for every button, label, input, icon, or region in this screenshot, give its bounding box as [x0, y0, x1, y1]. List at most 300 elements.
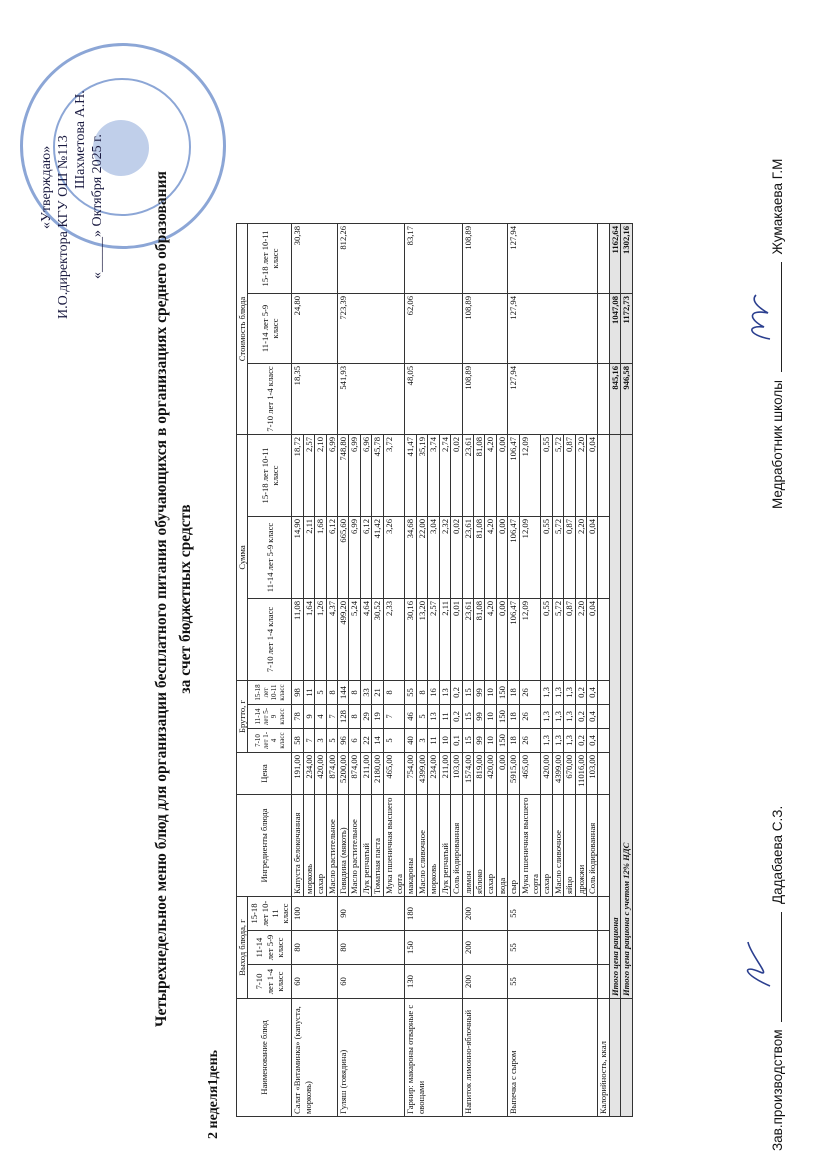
sum-cell: 11,08 [292, 599, 303, 681]
gross-cell: 0,4 [586, 705, 597, 729]
gross-cell: 1,3 [552, 705, 563, 729]
sum-cell: 23,61 [462, 599, 473, 681]
gross-cell: 99 [473, 705, 484, 729]
sum-cell: 0,02 [451, 435, 462, 517]
total-row [621, 224, 632, 1117]
ingredient-cell: Масло сливочное [552, 795, 563, 897]
title-line-2: за счет бюджетных средств [177, 504, 194, 694]
gross-cell: 1,3 [552, 681, 563, 705]
sum-cell: 6,99 [349, 435, 360, 517]
total-value: 1172,73 [621, 294, 632, 364]
sum-cell: 3,04 [428, 517, 439, 599]
gross-cell: 128 [338, 705, 349, 729]
dish-name-cell: Гуляш (говядина) [338, 999, 405, 1117]
ingredient-cell: Капуста белокочанная [292, 795, 303, 897]
total-label: Итого цена рациона [609, 435, 620, 999]
price-cell: 103,00 [451, 753, 462, 795]
ingredient-cell: Масло растительное [326, 795, 337, 897]
gross-cell: 0,2 [575, 681, 586, 705]
medic-signature-scribble [742, 289, 778, 349]
gross-cell: 99 [473, 729, 484, 753]
sum-cell: 3,74 [428, 435, 439, 517]
dish-cost-cell: 127,94 [508, 364, 598, 435]
gross-cell: 29 [360, 705, 371, 729]
ingredient-cell: морковь [428, 795, 439, 897]
sum-cell: 12,09 [519, 517, 541, 599]
sum-cell: 106,47 [508, 517, 519, 599]
dish-cost-cell: 108,89 [462, 364, 508, 435]
price-cell: 754,00 [405, 753, 416, 795]
empty-cell [598, 599, 609, 681]
dish-yield-cell: 150 [405, 931, 462, 965]
gross-cell: 0,2 [451, 681, 462, 705]
dish-name-cell: Напиток лимонно-яблочный [462, 999, 508, 1117]
total-label: Итого цена рациона с учетом 12% НДС [621, 435, 632, 999]
gross-cell: 14 [372, 729, 383, 753]
title-line-1: Четырехнедельное меню блюд для организации бесплатного питания обучающихся в организациях среднего образования [153, 171, 170, 1027]
sum-cell: 106,47 [508, 435, 519, 517]
ingredient-cell: яблоко [473, 795, 484, 897]
gross-cell: 99 [473, 681, 484, 705]
calories-label: Калорийность, ккал [598, 999, 609, 1117]
header-sum: Сумма [237, 435, 248, 681]
gross-cell: 150 [496, 681, 507, 705]
price-cell: 670,00 [564, 753, 575, 795]
gross-cell: 18 [508, 681, 519, 705]
dish-cost-cell: 24,80 [292, 294, 338, 364]
price-cell: 5915,00 [508, 753, 519, 795]
sum-cell: 41,47 [405, 435, 416, 517]
empty-cell [598, 364, 609, 435]
sum-cell: 2,74 [439, 435, 450, 517]
gross-cell: 0,2 [575, 729, 586, 753]
header-gross-g1: 7-10 лет 1-4 класс [248, 729, 292, 753]
dish-cost-cell: 108,89 [462, 294, 508, 364]
header-sum-g3: 15-18 лет 10-11 класс [248, 435, 292, 517]
ingredient-cell: Соль йодированная [586, 795, 597, 897]
price-cell: 874,00 [349, 753, 360, 795]
sum-cell: 748,80 [338, 435, 349, 517]
sum-cell: 499,20 [338, 599, 349, 681]
dish-cost-cell: 30,38 [292, 224, 338, 294]
empty-cell [598, 965, 609, 999]
sum-cell: 0,00 [496, 435, 507, 517]
sum-cell: 0,04 [586, 599, 597, 681]
empty-cell [598, 224, 609, 294]
table-row [338, 224, 349, 1117]
sum-cell: 106,47 [508, 599, 519, 681]
gross-cell: 150 [496, 705, 507, 729]
price-cell: 465,00 [383, 753, 405, 795]
dish-yield-cell: 55 [508, 965, 598, 999]
sum-cell: 0,04 [586, 517, 597, 599]
gross-cell: 15 [462, 681, 473, 705]
gross-cell: 144 [338, 681, 349, 705]
approval-heading: «Утверждаю» [39, 145, 54, 229]
header-sum-g1: 7-10 лет 1-4 класс [248, 599, 292, 681]
sum-cell: 2,20 [575, 517, 586, 599]
empty-cell [598, 517, 609, 599]
gross-cell: 5 [383, 729, 405, 753]
gross-cell: 1,3 [564, 681, 575, 705]
sum-cell: 0,87 [564, 435, 575, 517]
gross-cell: 1,3 [541, 705, 552, 729]
header-yield: Выход блюда, г [237, 897, 248, 999]
sum-cell: 6,12 [326, 517, 337, 599]
header-dish-name: Наименование блюд [237, 999, 292, 1117]
gross-cell: 10 [485, 705, 496, 729]
gross-cell: 6 [349, 729, 360, 753]
dish-cost-cell: 541,93 [338, 364, 405, 435]
gross-cell: 18 [508, 729, 519, 753]
medic-label: Медработник школы [770, 380, 785, 509]
price-cell: 4399,00 [552, 753, 563, 795]
ingredient-cell: яйцо [564, 795, 575, 897]
sum-cell: 23,61 [462, 517, 473, 599]
gross-cell: 10 [485, 681, 496, 705]
empty-cell [621, 999, 632, 1117]
price-cell: 234,00 [428, 753, 439, 795]
gross-cell: 21 [372, 681, 383, 705]
gross-cell: 1,3 [564, 705, 575, 729]
gross-cell: 11 [439, 705, 450, 729]
ingredient-cell: сыр [508, 795, 519, 897]
dish-cost-cell: 62,06 [405, 294, 462, 364]
dish-cost-cell: 723,39 [338, 294, 405, 364]
dish-cost-cell: 812,26 [338, 224, 405, 294]
gross-cell: 10 [485, 729, 496, 753]
price-cell: 465,00 [519, 753, 541, 795]
sum-cell: 30,16 [405, 599, 416, 681]
header-sum-g2: 11-14 лет 5-9 класс [248, 517, 292, 599]
table-row [405, 224, 416, 1117]
price-cell: 211,00 [439, 753, 450, 795]
ingredient-cell: вода [496, 795, 507, 897]
sum-cell: 5,72 [552, 517, 563, 599]
sum-cell: 0,55 [541, 435, 552, 517]
sum-cell: 22,00 [416, 517, 427, 599]
gross-cell: 8 [349, 705, 360, 729]
price-cell: 4399,00 [416, 753, 427, 795]
price-cell: 5200,00 [338, 753, 349, 795]
header-price: Цена [237, 753, 292, 795]
sum-cell: 2,57 [428, 599, 439, 681]
price-cell: 0,00 [496, 753, 507, 795]
gross-cell: 16 [428, 681, 439, 705]
gross-cell: 8 [383, 681, 405, 705]
sum-cell: 35,19 [416, 435, 427, 517]
price-cell: 11016,00 [575, 753, 586, 795]
ingredient-cell: Масло сливочное [416, 795, 427, 897]
sum-cell: 1,26 [315, 599, 326, 681]
gross-cell: 1,3 [541, 729, 552, 753]
dish-yield-cell: 200 [462, 897, 508, 931]
gross-cell: 96 [338, 729, 349, 753]
sum-cell: 4,20 [485, 517, 496, 599]
gross-cell: 3 [416, 729, 427, 753]
sum-cell: 6,99 [349, 517, 360, 599]
empty-cell [598, 705, 609, 729]
gross-cell: 11 [428, 729, 439, 753]
gross-cell: 9 [303, 705, 314, 729]
dish-name-cell: Выпечка с сыром [508, 999, 598, 1117]
gross-cell: 0,1 [451, 729, 462, 753]
gross-cell: 0,4 [586, 729, 597, 753]
header-gross: Брутто, г [237, 681, 248, 753]
sum-cell: 665,60 [338, 517, 349, 599]
dish-name-cell: Салат «Витаминка» (капуста, морковь) [292, 999, 338, 1117]
gross-cell: 4 [315, 705, 326, 729]
sum-cell: 14,90 [292, 517, 303, 599]
sum-cell: 34,68 [405, 517, 416, 599]
header-gross-g3: 15-18 лет 10-11 класс [248, 681, 292, 705]
dish-yield-cell: 130 [405, 965, 462, 999]
sum-cell: 0,01 [451, 599, 462, 681]
ingredient-cell: Мука пшеничная высшего сорта [519, 795, 541, 897]
sum-cell: 4,20 [485, 599, 496, 681]
empty-cell [598, 795, 609, 897]
gross-cell: 33 [360, 681, 371, 705]
empty-cell [598, 897, 609, 931]
sum-cell: 0,02 [451, 517, 462, 599]
gross-cell: 78 [292, 705, 303, 729]
dish-cost-cell: 18,35 [292, 364, 338, 435]
empty-cell [609, 999, 620, 1117]
medic-signature-line [781, 262, 782, 372]
ingredient-cell: морковь [303, 795, 314, 897]
header-cost-g1: 7-10 лет 1-4 класс [248, 364, 292, 435]
total-value: 946,58 [621, 364, 632, 435]
production-signature-scribble [740, 934, 776, 994]
sum-cell: 2,20 [575, 435, 586, 517]
gross-cell: 10 [439, 729, 450, 753]
sum-cell: 41,42 [372, 517, 383, 599]
sum-cell: 23,61 [462, 435, 473, 517]
ingredient-cell: дрожжи [575, 795, 586, 897]
sum-cell: 2,11 [303, 517, 314, 599]
sum-cell: 6,12 [360, 517, 371, 599]
table-row [292, 224, 303, 1117]
price-cell: 420,00 [315, 753, 326, 795]
sum-cell: 5,24 [349, 599, 360, 681]
sum-cell: 30,52 [372, 599, 383, 681]
production-label: Зав.производством [770, 1029, 785, 1151]
sum-cell: 0,00 [496, 599, 507, 681]
sum-cell: 0,87 [564, 599, 575, 681]
sum-cell: 2,57 [303, 435, 314, 517]
gross-cell: 18 [508, 705, 519, 729]
total-value: 1162,64 [609, 224, 620, 294]
sum-cell: 45,78 [372, 435, 383, 517]
gross-cell: 46 [405, 705, 416, 729]
dish-yield-cell: 200 [462, 965, 508, 999]
gross-cell: 7 [303, 729, 314, 753]
gross-cell: 5 [416, 705, 427, 729]
gross-cell: 3 [315, 729, 326, 753]
ingredient-cell: Масло растительное [349, 795, 360, 897]
gross-cell: 5 [326, 729, 337, 753]
gross-cell: 26 [519, 705, 541, 729]
price-cell: 211,00 [360, 753, 371, 795]
total-value: 845,16 [609, 364, 620, 435]
gross-cell: 8 [326, 681, 337, 705]
gross-cell: 13 [439, 681, 450, 705]
dish-yield-cell: 80 [338, 931, 405, 965]
header-yield-g3: 15-18 лет 10-11 класс [248, 897, 292, 931]
price-cell: 874,00 [326, 753, 337, 795]
empty-cell [598, 681, 609, 705]
empty-cell [598, 753, 609, 795]
gross-cell: 26 [519, 681, 541, 705]
gross-cell: 0,2 [451, 705, 462, 729]
sum-cell: 81,08 [473, 599, 484, 681]
dish-yield-cell: 100 [292, 897, 338, 931]
ingredient-cell: сахар [315, 795, 326, 897]
gross-cell: 1,3 [564, 729, 575, 753]
empty-cell [598, 294, 609, 364]
price-cell: 2180,00 [372, 753, 383, 795]
ingredient-cell: Лук репчатый [439, 795, 450, 897]
approval-block [38, 19, 106, 339]
price-cell: 420,00 [541, 753, 552, 795]
calories-row [598, 224, 609, 1117]
gross-cell: 11 [303, 681, 314, 705]
price-cell: 234,00 [303, 753, 314, 795]
dish-cost-cell: 48,05 [405, 364, 462, 435]
header-ingredients: Ингредиенты блюда [237, 795, 292, 897]
ingredient-cell: Томатная паста [372, 795, 383, 897]
sum-cell: 13,20 [416, 599, 427, 681]
price-cell: 819,00 [473, 753, 484, 795]
sum-cell: 5,72 [552, 599, 563, 681]
empty-cell [598, 931, 609, 965]
ingredient-cell: макароны [405, 795, 416, 897]
gross-cell: 7 [383, 705, 405, 729]
approval-position: И.О.директора КГУ ОШ №113 [56, 135, 71, 319]
week-day-label: 2 неделя1день [206, 1049, 221, 1139]
gross-cell: 1,3 [541, 681, 552, 705]
total-value: 1302,16 [621, 224, 632, 294]
dish-cost-cell: 127,94 [508, 294, 598, 364]
sum-cell: 6,99 [326, 435, 337, 517]
price-cell: 191,00 [292, 753, 303, 795]
dish-yield-cell: 60 [292, 965, 338, 999]
dish-yield-cell: 200 [462, 931, 508, 965]
dish-yield-cell: 60 [338, 965, 405, 999]
price-cell: 103,00 [586, 753, 597, 795]
sum-cell: 81,08 [473, 435, 484, 517]
ingredient-cell: Мука пшеничная высшего сорта [383, 795, 405, 897]
approval-signatory: Шахметова А.Н. [73, 90, 88, 189]
ingredient-cell: Говядина (мякоть) [338, 795, 349, 897]
gross-cell: 1,3 [552, 729, 563, 753]
sum-cell: 0,55 [541, 599, 552, 681]
sum-cell: 0,55 [541, 517, 552, 599]
dish-yield-cell: 90 [338, 897, 405, 931]
table-row [508, 224, 519, 1117]
gross-cell: 55 [405, 681, 416, 705]
ingredient-cell: сахар [485, 795, 496, 897]
sum-cell: 2,33 [383, 599, 405, 681]
sum-cell: 2,32 [439, 517, 450, 599]
gross-cell: 8 [349, 681, 360, 705]
gross-cell: 0,2 [575, 705, 586, 729]
sum-cell: 1,64 [303, 599, 314, 681]
price-cell: 420,00 [485, 753, 496, 795]
dish-yield-cell: 180 [405, 897, 462, 931]
production-signature-line [781, 912, 782, 1022]
total-row [609, 224, 620, 1117]
menu-body [292, 224, 632, 1117]
dish-cost-cell: 108,89 [462, 224, 508, 294]
dish-cost-cell: 127,94 [508, 224, 598, 294]
menu-table [236, 223, 633, 1117]
sum-cell: 0,00 [496, 517, 507, 599]
sum-cell: 4,64 [360, 599, 371, 681]
gross-cell: 13 [428, 705, 439, 729]
gross-cell: 15 [462, 705, 473, 729]
ingredient-cell: Соль йодированная [451, 795, 462, 897]
table-row [462, 224, 473, 1117]
header-cost: Стоимость блюда [237, 224, 248, 435]
gross-cell: 26 [519, 729, 541, 753]
approval-date: «_____» Октября 2025 г. [90, 134, 105, 279]
production-name: Дадабаева С.З. [770, 805, 785, 904]
sum-cell: 2,11 [439, 599, 450, 681]
sum-cell: 81,08 [473, 517, 484, 599]
sum-cell: 18,72 [292, 435, 303, 517]
ingredient-cell: Лук репчатый [360, 795, 371, 897]
gross-cell: 8 [416, 681, 427, 705]
header-yield-g1: 7-10 лет 1-4 класс [248, 965, 292, 999]
gross-cell: 5 [315, 681, 326, 705]
page-title [150, 169, 198, 1029]
dish-name-cell: Гарнир: макароны отварные с овощами [405, 999, 462, 1117]
gross-cell: 22 [360, 729, 371, 753]
gross-cell: 40 [405, 729, 416, 753]
sum-cell: 4,20 [485, 435, 496, 517]
gross-cell: 19 [372, 705, 383, 729]
header-cost-g3: 15-18 лет 10-11 класс [248, 224, 292, 294]
medic-name: Жумакаева Г.М [770, 158, 785, 255]
sum-cell: 12,09 [519, 435, 541, 517]
sum-cell: 2,10 [315, 435, 326, 517]
sum-cell: 4,37 [326, 599, 337, 681]
ingredient-cell: сахар [541, 795, 552, 897]
gross-cell: 98 [292, 681, 303, 705]
sum-cell: 3,72 [383, 435, 405, 517]
gross-cell: 7 [326, 705, 337, 729]
dish-yield-cell: 80 [292, 931, 338, 965]
sum-cell: 3,26 [383, 517, 405, 599]
gross-cell: 15 [462, 729, 473, 753]
sum-cell: 5,72 [552, 435, 563, 517]
sum-cell: 2,20 [575, 599, 586, 681]
total-value: 1047,08 [609, 294, 620, 364]
dish-cost-cell: 83,17 [405, 224, 462, 294]
dish-yield-cell: 55 [508, 931, 598, 965]
sum-cell: 0,87 [564, 517, 575, 599]
gross-cell: 0,4 [586, 681, 597, 705]
gross-cell: 150 [496, 729, 507, 753]
empty-cell [598, 729, 609, 753]
header-gross-g2: 11-14 лет 5-9 класс [248, 705, 292, 729]
price-cell: 1574,00 [462, 753, 473, 795]
sum-cell: 12,09 [519, 599, 541, 681]
header-yield-g2: 11-14 лет 5-9 класс [248, 931, 292, 965]
gross-cell: 58 [292, 729, 303, 753]
sum-cell: 6,96 [360, 435, 371, 517]
